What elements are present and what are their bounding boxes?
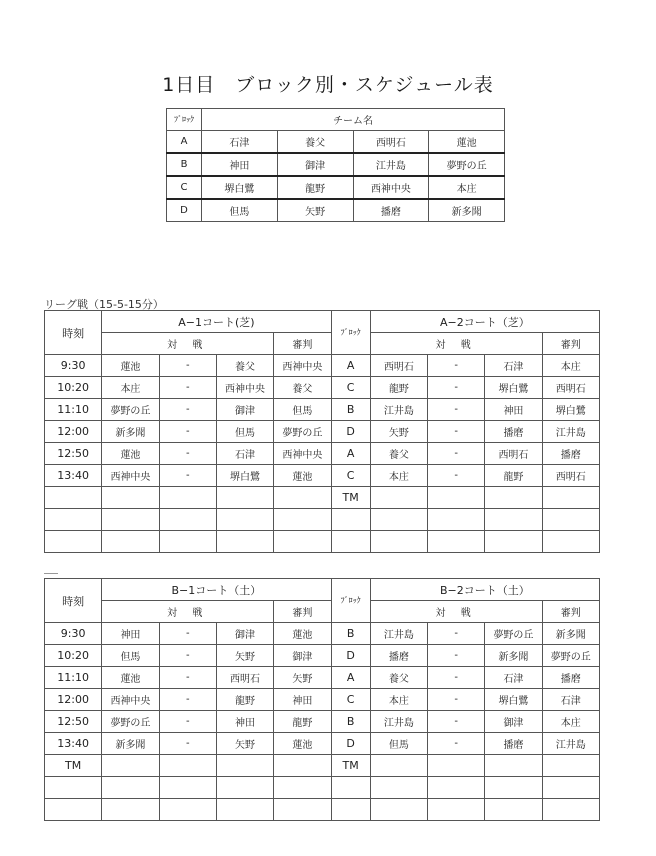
time-cell: 12:50 [45,443,102,465]
referee-cell [542,487,599,509]
vs-dash-cell: - [428,711,485,733]
block-cell: B [331,399,370,421]
team-b-cell: 龍野 [216,689,273,711]
schedule-subheader-row [45,333,600,355]
team-a-cell: 夢野の丘 [102,399,159,421]
team-a-cell [370,531,427,553]
team-row [167,176,505,199]
referee-header: 審判 [542,601,599,623]
time-cell: 10:20 [45,645,102,667]
team-b-cell: 西明石 [485,443,542,465]
vs-dash-cell: - [159,667,216,689]
team-b-cell: 播磨 [485,421,542,443]
referee-cell [542,799,599,821]
time-cell: 9:30 [45,623,102,645]
team-b-cell: 石津 [216,443,273,465]
time-cell: 13:40 [45,465,102,487]
referee-cell: 江井島 [542,421,599,443]
block-cell: A [331,667,370,689]
referee-cell [542,509,599,531]
vs-dash-cell: - [428,355,485,377]
vs-dash-cell: - [428,623,485,645]
team-b-cell: 御津 [485,711,542,733]
referee-cell: 蓮池 [274,465,331,487]
schedule-header-row [45,311,600,333]
vs-dash-cell: - [159,465,216,487]
team-name-cell: 新多聞 [429,199,505,222]
block-cell: C [331,377,370,399]
time-header: 時刻 [45,311,102,355]
team-b-cell [485,755,542,777]
team-name-cell: 矢野 [277,199,353,222]
referee-header: 審判 [274,601,331,623]
team-a-cell: 西神中央 [102,689,159,711]
block-cell: C [331,689,370,711]
referee-cell: 養父 [274,377,331,399]
team-a-cell: 江井島 [370,623,427,645]
vs-dash-cell: - [428,421,485,443]
vs-dash-cell: - [428,465,485,487]
team-b-cell [485,509,542,531]
referee-cell: 石津 [542,689,599,711]
team-b-cell: 石津 [485,667,542,689]
time-cell: 12:00 [45,421,102,443]
team-b-cell [216,531,273,553]
team-b-cell: 西明石 [216,667,273,689]
block-header: ﾌﾞﾛｯｸ [331,311,370,355]
vs-dash-cell [159,509,216,531]
block-cell: D [331,645,370,667]
team-name-cell: 石津 [202,131,278,154]
referee-cell: 御津 [274,645,331,667]
vs-dash-cell [428,777,485,799]
team-a-cell: 矢野 [370,421,427,443]
schedule-subheader-row [45,601,600,623]
schedule-table-a [44,310,600,553]
match-row [45,443,600,465]
team-b-cell: 西神中央 [216,377,273,399]
team-a-cell [102,487,159,509]
team-name-cell: 堺白鷺 [202,176,278,199]
vs-dash-cell [428,755,485,777]
referee-cell: 本庄 [542,711,599,733]
referee-cell: 西神中央 [274,443,331,465]
time-cell: TM [45,755,102,777]
court-left-header: A−1コート(芝) [102,311,331,333]
court-right-header: A−2コート（芝） [370,311,599,333]
team-a-cell: 本庄 [370,689,427,711]
referee-cell [274,509,331,531]
time-cell: 11:10 [45,399,102,421]
team-name-cell: 龍野 [277,176,353,199]
referee-cell: 西神中央 [274,355,331,377]
match-row [45,355,600,377]
block-cell: D [331,733,370,755]
team-b-cell [216,509,273,531]
vs-dash-cell [159,777,216,799]
match-row [45,623,600,645]
team-b-cell [216,755,273,777]
schedule-table-b [44,578,600,821]
match-row [45,755,600,777]
block-cell: A [167,131,202,154]
referee-cell: 夢野の丘 [542,645,599,667]
team-b-cell [485,777,542,799]
vs-dash-cell [428,531,485,553]
time-cell [45,799,102,821]
vs-dash-cell: - [428,667,485,689]
team-b-cell: 新多聞 [485,645,542,667]
team-b-cell [485,487,542,509]
team-b-cell: 御津 [216,623,273,645]
team-name-cell: 西明石 [353,131,429,154]
referee-cell: 蓮池 [274,623,331,645]
referee-cell [274,755,331,777]
match-row [45,399,600,421]
referee-cell: 本庄 [542,355,599,377]
vs-header: 対 戦 [102,601,274,623]
time-cell: 12:50 [45,711,102,733]
vs-dash-cell: - [428,689,485,711]
referee-cell [274,487,331,509]
referee-cell: 神田 [274,689,331,711]
court-right-header: B−2コート（土） [370,579,599,601]
team-name-cell: 夢野の丘 [429,153,505,176]
team-a-cell [370,755,427,777]
team-a-cell: 本庄 [102,377,159,399]
match-row [45,777,600,799]
time-cell: 12:00 [45,689,102,711]
vs-dash-cell: - [428,443,485,465]
team-a-cell [102,531,159,553]
match-row [45,487,600,509]
match-row [45,733,600,755]
referee-cell [542,755,599,777]
team-a-cell [102,509,159,531]
vs-dash-cell: - [428,645,485,667]
vs-dash-cell [428,799,485,821]
team-b-cell: 矢野 [216,733,273,755]
time-cell: 10:20 [45,377,102,399]
team-b-cell: 播磨 [485,733,542,755]
block-cell [331,777,370,799]
match-row [45,711,600,733]
referee-header: 審判 [542,333,599,355]
match-row [45,509,600,531]
team-a-cell: 江井島 [370,711,427,733]
team-b-cell [216,487,273,509]
block-cell: A [331,443,370,465]
team-table [166,108,505,222]
team-a-cell: 但馬 [370,733,427,755]
referee-header: 審判 [274,333,331,355]
vs-header: 対 戦 [370,333,542,355]
time-cell [45,509,102,531]
referee-cell: 西明石 [542,465,599,487]
team-a-cell: 但馬 [102,645,159,667]
vs-dash-cell: - [159,711,216,733]
vs-dash-cell: - [428,377,485,399]
block-cell: C [167,176,202,199]
referee-cell: 堺白鷺 [542,399,599,421]
block-cell: TM [331,755,370,777]
team-a-cell: 養父 [370,667,427,689]
match-row [45,645,600,667]
referee-cell: 蓮池 [274,733,331,755]
team-b-cell: 神田 [216,711,273,733]
vs-dash-cell: - [428,399,485,421]
vs-dash-cell: - [159,377,216,399]
team-a-cell [102,777,159,799]
team-a-cell: 江井島 [370,399,427,421]
vs-dash-cell: - [159,645,216,667]
team-a-cell: 新多聞 [102,421,159,443]
match-row [45,465,600,487]
team-b-cell: 養父 [216,355,273,377]
team-b-cell: 堺白鷺 [216,465,273,487]
vs-dash-cell [428,509,485,531]
team-a-cell [370,799,427,821]
referee-cell: 但馬 [274,399,331,421]
block-cell: C [331,465,370,487]
block-cell: B [331,623,370,645]
time-cell [45,531,102,553]
referee-cell: 江井島 [542,733,599,755]
referee-cell [542,777,599,799]
block-cell: A [331,355,370,377]
vs-dash-cell: - [428,733,485,755]
vs-dash-cell: - [159,443,216,465]
time-cell: 13:40 [45,733,102,755]
vs-header: 対 戦 [102,333,274,355]
match-row [45,421,600,443]
referee-cell: 新多聞 [542,623,599,645]
block-cell [331,531,370,553]
block-cell: D [167,199,202,222]
team-a-cell: 蓮池 [102,667,159,689]
vs-header: 対 戦 [370,601,542,623]
team-row [167,199,505,222]
league-caption: リーグ戦（15-5-15分） [44,298,164,311]
divider [44,573,58,574]
team-a-cell: 龍野 [370,377,427,399]
page-title: 1日目 ブロック別・スケジュール表 [162,74,494,96]
time-cell [45,777,102,799]
vs-dash-cell [159,799,216,821]
team-b-cell: 夢野の丘 [485,623,542,645]
team-a-cell: 養父 [370,443,427,465]
vs-dash-cell: - [159,399,216,421]
team-a-cell [102,755,159,777]
team-name-cell: 神田 [202,153,278,176]
team-name-header: チーム名 [202,109,505,131]
team-name-cell: 西神中央 [353,176,429,199]
vs-dash-cell: - [159,623,216,645]
team-table-header [167,109,505,131]
team-a-cell: 新多聞 [102,733,159,755]
vs-dash-cell: - [159,689,216,711]
match-row [45,377,600,399]
team-a-cell [370,487,427,509]
referee-cell: 矢野 [274,667,331,689]
schedule-header-row [45,579,600,601]
block-header: ﾌﾞﾛｯｸ [167,109,202,131]
team-a-cell: 西神中央 [102,465,159,487]
referee-cell: 西明石 [542,377,599,399]
vs-dash-cell [159,531,216,553]
block-cell: B [167,153,202,176]
team-name-cell: 御津 [277,153,353,176]
team-row [167,153,505,176]
team-a-cell: 蓮池 [102,443,159,465]
team-name-cell: 養父 [277,131,353,154]
team-a-cell: 蓮池 [102,355,159,377]
referee-cell: 夢野の丘 [274,421,331,443]
referee-cell [274,531,331,553]
team-b-cell: 矢野 [216,645,273,667]
team-name-cell: 但馬 [202,199,278,222]
vs-dash-cell [159,755,216,777]
time-cell [45,487,102,509]
team-a-cell: 夢野の丘 [102,711,159,733]
referee-cell [274,799,331,821]
block-cell: B [331,711,370,733]
team-a-cell [370,777,427,799]
team-b-cell: 龍野 [485,465,542,487]
time-header: 時刻 [45,579,102,623]
referee-cell: 龍野 [274,711,331,733]
block-cell [331,509,370,531]
team-row [167,131,505,154]
vs-dash-cell [159,487,216,509]
vs-dash-cell: - [159,733,216,755]
team-b-cell: 御津 [216,399,273,421]
team-b-cell: 堺白鷺 [485,689,542,711]
team-b-cell: 但馬 [216,421,273,443]
vs-dash-cell [428,487,485,509]
vs-dash-cell: - [159,421,216,443]
referee-cell: 播磨 [542,443,599,465]
court-left-header: B−1コート（土） [102,579,331,601]
block-cell: TM [331,487,370,509]
time-cell: 9:30 [45,355,102,377]
team-b-cell [216,799,273,821]
match-row [45,799,600,821]
team-a-cell: 本庄 [370,465,427,487]
team-name-cell: 蓮池 [429,131,505,154]
team-b-cell [485,799,542,821]
team-b-cell: 神田 [485,399,542,421]
team-a-cell [102,799,159,821]
block-cell [331,799,370,821]
block-cell: D [331,421,370,443]
team-b-cell: 石津 [485,355,542,377]
referee-cell [542,531,599,553]
team-name-cell: 本庄 [429,176,505,199]
time-cell: 11:10 [45,667,102,689]
vs-dash-cell: - [159,355,216,377]
match-row [45,667,600,689]
team-name-cell: 播磨 [353,199,429,222]
team-a-cell [370,509,427,531]
block-header: ﾌﾞﾛｯｸ [331,579,370,623]
match-row [45,689,600,711]
referee-cell: 播磨 [542,667,599,689]
team-a-cell: 播磨 [370,645,427,667]
match-row [45,531,600,553]
team-b-cell [216,777,273,799]
team-a-cell: 西明石 [370,355,427,377]
team-b-cell: 堺白鷺 [485,377,542,399]
team-a-cell: 神田 [102,623,159,645]
referee-cell [274,777,331,799]
team-b-cell [485,531,542,553]
team-name-cell: 江井島 [353,153,429,176]
